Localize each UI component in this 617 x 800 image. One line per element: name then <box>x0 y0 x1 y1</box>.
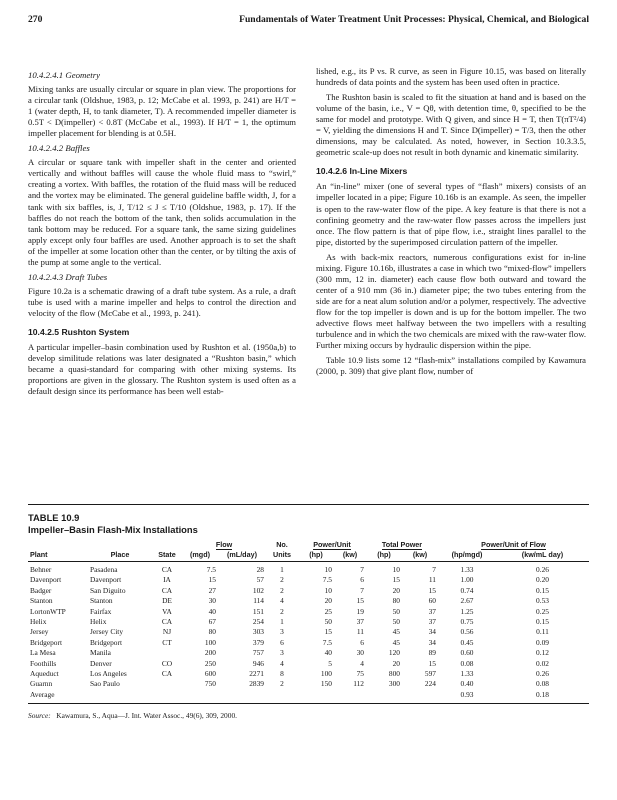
table-cell: Stanton <box>90 596 113 606</box>
paragraph-baffles: A circular or square tank with impeller shaft in the center and oriented vertically and without baffles will cause the whole fluid mass to “swirl,” creating a vortex. With baffles, the rotation of the fluid mass will be reduced and the vortex may be eliminated. The general guideline baffle width, J, for a tank with six baffles, is, J, T/12 ≤ J ≤ T/10 (Oldshue, 1983, p. 17). If the baffles do not reach the bottom of the tank, then solids accumulation in the tank bottom may be reduced. For a square tank, the same sizing guidelines apply except only four baffles are used. Another approach is to set the shaft of the impeller at some location other than the center, or by tilting the axis of the pump at some angle to the vertical. <box>28 157 296 267</box>
table-cell: 2839 <box>249 679 264 689</box>
table-cell: 300 <box>388 679 400 689</box>
table-cell: 0.20 <box>536 575 549 585</box>
table-cell: 37 <box>356 617 364 627</box>
table-cell: Badger <box>30 585 52 595</box>
table-cell: 0.11 <box>536 627 549 637</box>
table-cell <box>182 690 218 700</box>
table-cell: Fairfax <box>90 606 112 616</box>
table-cell: Los Angeles <box>90 669 127 679</box>
running-header <box>28 14 589 28</box>
table-cell: 0.25 <box>536 606 549 616</box>
table-cell: 20 <box>392 585 400 595</box>
table-cell: Aqueduct <box>30 669 59 679</box>
table-cell: San Diguito <box>90 585 126 595</box>
col-ml-day: (mL/day) <box>218 550 266 562</box>
table-cell: 7.5 <box>206 565 216 574</box>
table-cell: 2 <box>280 585 284 595</box>
table-cell: 0.74 <box>460 585 474 595</box>
table-cell: 15 <box>356 596 364 606</box>
table-cell: 40 <box>324 648 332 658</box>
table-cell: 750 <box>204 679 216 689</box>
table-cell: 80 <box>392 596 400 606</box>
table-cell: 50 <box>392 617 400 627</box>
col-hp: (hp) <box>298 550 334 562</box>
table-cell: 200 <box>204 648 216 658</box>
table-cell: 3 <box>280 627 284 637</box>
table-cell: Helix <box>30 617 47 627</box>
col-hp-mgd: (hp/mgd) <box>438 550 496 562</box>
table-cell: 2.67 <box>460 596 474 606</box>
paragraph-draft-tubes: Figure 10.2a is a schematic drawing of a draft tube system. As a rule, a draft tube is used with a marine impeller and helps to control the direction and velocity of the flow (McCabe et al., 1993, p. 241). <box>28 285 296 318</box>
col-mgd: (mgd) <box>182 550 218 562</box>
column-header-row <box>28 550 589 562</box>
table-cell: Davenport <box>90 575 122 585</box>
table-cell: Foothills <box>30 658 57 668</box>
table-cell: Guarnn <box>30 679 53 689</box>
table-cell: 50 <box>324 617 332 627</box>
table-cell: 34 <box>428 627 436 637</box>
table-cell: CT <box>162 637 172 647</box>
table-cell: Denver <box>90 658 112 668</box>
table-cell: Helix <box>90 617 107 627</box>
table-cell: 7.5 <box>322 575 332 585</box>
table-cell: 0.08 <box>460 658 474 668</box>
group-header-power-flow: Power/Unit of Flow <box>481 540 546 549</box>
table-cell: 0.09 <box>536 637 549 647</box>
table-body <box>28 562 589 701</box>
table-cell: 2 <box>280 606 284 616</box>
table-cell: Jersey <box>30 627 49 637</box>
table-cell: 37 <box>428 617 436 627</box>
left-column <box>28 66 296 401</box>
table-cell: 0.08 <box>536 679 549 689</box>
table-cell <box>218 690 266 700</box>
table-cell: 34 <box>428 637 436 647</box>
table-row <box>28 596 589 606</box>
paragraph-rushton: A particular impeller–basin combination used by Rushton et al. (1950a,b) to develop similitude relations was later designated a “Rushton basin,” which became a quasi-standard for comparing with other mixing systems. Its proportions are given in the glossary. The Rushton system is used often as a default design since its performance has been well estab- <box>28 342 296 397</box>
table-cell: 0.02 <box>536 658 549 668</box>
table-cell: VA <box>162 606 172 616</box>
table-cell: La Mesa <box>30 648 56 658</box>
table-cell: 75 <box>356 669 364 679</box>
col-total-hp: (hp) <box>366 550 402 562</box>
table-cell: 15 <box>208 575 216 585</box>
table-cell: CA <box>161 617 173 627</box>
table-cell: 67 <box>208 617 216 627</box>
table-cell: 89 <box>428 648 436 658</box>
table-cell: Bridgeport <box>30 637 63 647</box>
table-cell <box>152 648 182 658</box>
col-kw-ml-day: (kw/mL day) <box>496 550 589 562</box>
table-cell <box>298 690 334 700</box>
table-source <box>28 711 589 720</box>
table-cell: 19 <box>356 606 364 616</box>
table-cell: 37 <box>428 606 436 616</box>
table-cell: 2 <box>280 679 284 689</box>
table-cell: 10 <box>324 585 332 595</box>
table-cell: 10 <box>324 565 332 574</box>
table-cell <box>152 690 182 700</box>
col-state: State <box>152 550 182 562</box>
table-row <box>28 586 589 596</box>
col-units: Units <box>266 550 298 562</box>
running-title: Fundamentals of Water Treatment Unit Processes: Physical, Chemical, and Biological <box>239 14 589 25</box>
table-cell: 20 <box>324 596 332 606</box>
group-header-flow: Flow <box>215 540 233 549</box>
col-total-kw: (kw) <box>402 550 438 562</box>
table-cell: 1.33 <box>460 669 474 679</box>
table-cell: 15 <box>392 575 400 585</box>
col-plant: Plant <box>28 550 88 562</box>
table-row <box>28 679 589 689</box>
table-row <box>28 690 589 700</box>
table-cell: 15 <box>324 627 332 637</box>
table-cell: 7 <box>360 585 364 595</box>
table-row <box>28 638 589 648</box>
table-cell: 50 <box>392 606 400 616</box>
table-cell: 100 <box>204 637 216 647</box>
paragraph-inline-1: An “in-line” mixer (one of several types of “flash” mixers) consists of an impeller located in a pipe; Figure 10.16b is an example. As seen, the impeller is open to the raw-water flow of the pipe. A key feature is that there is not a confining geometry and the raw-water flow passes across the impellers just once. The flow pattern is that of pipe flow, i.e., straight lines parallel to the pipe, distorted by the superimposed circulation pattern of the impeller. <box>316 181 586 247</box>
table-cell: 6 <box>360 637 364 647</box>
table-cell: 224 <box>424 679 436 689</box>
table-cell: DE <box>162 596 172 606</box>
table-cell: Sao Paulo <box>90 679 120 689</box>
section-heading-geometry: 10.4.2.4.1 Geometry <box>28 70 101 80</box>
table-title: Impeller–Basin Flash-Mix Installations <box>28 524 198 535</box>
table-cell: 30 <box>356 648 364 658</box>
table-cell: 5 <box>328 658 332 668</box>
table-cell: Pasadena <box>90 565 118 574</box>
paragraph-rushton-scale: The Rushton basin is scaled to fit the situation at hand and is based on the volume of the basin, i.e., V = Qθ, with detention time, θ, specified to be the same for model and prototype. With Q given, and since H = T, then T(πT²/4) = V, yielding the dimensions H and T. Since D(impeller) = T/3, then the other dimensions, may be calculated. As noted, however, in Section 10.3.3.5, geometric scale-up does not result in both dynamic and kinematic similarity. <box>316 92 586 158</box>
table-cell: CA <box>161 669 173 679</box>
col-place: Place <box>88 550 152 562</box>
table-row <box>28 575 589 585</box>
table-top-rule <box>28 504 589 505</box>
table-cell: 28 <box>256 565 264 574</box>
table-cell: 0.18 <box>536 689 549 699</box>
table-cell: IA <box>163 575 171 585</box>
table-cell: Jersey City <box>90 627 124 637</box>
table-cell: 45 <box>392 627 400 637</box>
table-bottom-rule <box>28 703 589 704</box>
table-cell: 8 <box>280 669 284 679</box>
table-row <box>28 648 589 658</box>
table-cell: 102 <box>252 585 264 595</box>
table-cell: 600 <box>204 669 216 679</box>
table-cell: 100 <box>320 669 332 679</box>
table-cell: 150 <box>320 679 332 689</box>
table-row <box>28 627 589 637</box>
table-cell: 40 <box>208 606 216 616</box>
table-number: TABLE 10.9 <box>28 512 80 523</box>
table-cell: 2271 <box>249 669 264 679</box>
table-cell: CO <box>161 658 173 668</box>
table-cell: 10 <box>392 565 400 574</box>
table-cell: 4 <box>360 658 364 668</box>
table-cell: 1.25 <box>460 606 474 616</box>
table-cell: 1.33 <box>460 565 474 574</box>
table-cell: 1 <box>280 565 284 574</box>
table-cell: 1.00 <box>460 575 474 585</box>
table-cell <box>334 690 366 700</box>
table-cell: Manila <box>90 648 111 658</box>
table-cell: 20 <box>392 658 400 668</box>
table-cell: 7 <box>432 565 436 574</box>
table-cell: 57 <box>256 575 264 585</box>
right-column <box>316 66 586 381</box>
table-row <box>28 607 589 617</box>
table-10-9 <box>28 512 589 720</box>
table-cell <box>402 690 438 700</box>
table-cell: 0.12 <box>536 648 549 658</box>
table-cell: 4 <box>280 596 284 606</box>
table-cell: 6 <box>280 637 284 647</box>
table-cell: Average <box>30 689 55 699</box>
table-cell: 0.40 <box>460 679 474 689</box>
table-cell: 597 <box>424 669 436 679</box>
table-cell: 120 <box>388 648 400 658</box>
table-cell: 946 <box>252 658 264 668</box>
table-cell: 60 <box>428 596 436 606</box>
table-cell: 11 <box>356 627 364 637</box>
table-cell: CA <box>161 565 173 574</box>
table-cell <box>88 690 152 700</box>
table-row <box>28 669 589 679</box>
source-label: Source: <box>28 711 51 721</box>
table-cell: 250 <box>204 658 216 668</box>
table-cell: 7.5 <box>322 637 332 647</box>
table-cell: 114 <box>253 596 264 606</box>
table-cell: NJ <box>162 627 172 637</box>
table-cell: CA <box>161 585 173 595</box>
group-header-power-unit: Power/Unit <box>313 540 351 549</box>
table-cell: 3 <box>280 648 284 658</box>
table-cell: 30 <box>208 596 216 606</box>
table-row <box>28 659 589 669</box>
table-cell: 757 <box>252 648 264 658</box>
table-cell: 379 <box>252 637 264 647</box>
table-cell: 11 <box>428 575 436 585</box>
source-text: Kawamura, S., Aqua—J. Int. Water Assoc., 49(6), 309, 2000. <box>56 711 237 721</box>
table-cell: 303 <box>252 627 264 637</box>
section-heading-rushton: 10.4.2.5 Rushton System <box>28 326 130 337</box>
group-header-no: No. <box>276 540 288 549</box>
table-cell <box>366 690 402 700</box>
table-cell: 0.75 <box>460 617 474 627</box>
table-cell: 0.45 <box>460 637 474 647</box>
paragraph-rushton-cont: lished, e.g., its P vs. R curve, as seen in Figure 10.15, was based on literally hundreds of data points and the system has been used often in practice. <box>316 66 586 88</box>
page-number: 270 <box>28 14 43 25</box>
table-cell: Davenport <box>30 575 62 585</box>
table-cell: 0.53 <box>536 596 549 606</box>
table-cell: 6 <box>360 575 364 585</box>
table-cell: 0.26 <box>536 565 549 574</box>
col-kw: (kw) <box>334 550 366 562</box>
table-cell: 0.60 <box>460 648 474 658</box>
table-cell: 254 <box>252 617 264 627</box>
flash-mix-table <box>28 540 589 700</box>
group-header-total-power: Total Power <box>381 540 423 549</box>
table-cell: Stanton <box>30 596 53 606</box>
table-cell: 80 <box>208 627 216 637</box>
table-cell: Behner <box>30 565 52 574</box>
table-cell: 0.26 <box>536 669 549 679</box>
table-cell: 27 <box>208 585 216 595</box>
table-cell: 45 <box>392 637 400 647</box>
paragraph-geometry: Mixing tanks are usually circular or square in plan view. The proportions for a circular tank (Oldshue, 1983, p. 12; McCabe et al. 1993, p. 241) are H/T = 1 (water depth, H, to tank diameter, T). A recommended impeller diameter is 0.5T < D(impeller) < 0.8T (McCabe et al., 1993). If H/T = 1, the optimum impeller placement for blending is at 0.5H. <box>28 84 296 139</box>
table-cell <box>266 690 298 700</box>
table-cell <box>152 679 182 689</box>
paragraph-inline-3: Table 10.9 lists some 12 “flash-mix” installations compiled by Kawamura (2000, p. 309) that give plant flow, number of <box>316 355 586 377</box>
table-cell: 4 <box>280 658 284 668</box>
table-cell: 0.56 <box>460 627 474 637</box>
table-cell: 15 <box>428 658 436 668</box>
table-cell: 800 <box>388 669 400 679</box>
table-cell: LortonWTP <box>30 606 66 616</box>
table-cell: 2 <box>280 575 284 585</box>
table-cell: 112 <box>353 679 364 689</box>
section-heading-baffles: 10.4.2.4.2 Baffles <box>28 143 90 154</box>
table-cell: 0.93 <box>460 689 474 699</box>
table-row <box>28 562 589 576</box>
table-cell: 151 <box>252 606 264 616</box>
table-cell: 1 <box>280 617 284 627</box>
section-heading-inline-mixers: 10.4.2.6 In-Line Mixers <box>316 166 408 177</box>
table-cell: Bridgeport <box>90 637 123 647</box>
table-cell: 7 <box>360 565 364 574</box>
table-cell: 0.15 <box>536 585 549 595</box>
table-cell: 0.15 <box>536 617 549 627</box>
section-heading-draft-tubes: 10.4.2.4.3 Draft Tubes <box>28 271 108 282</box>
table-cell: 25 <box>324 606 332 616</box>
table-row <box>28 617 589 627</box>
table-cell: 15 <box>428 585 436 595</box>
paragraph-inline-2: As with back-mix reactors, numerous configurations exist for in-line mixing. Figure 10.16b, illustrates a case in which two “mixed-flow” impellers (300 mm, 12 in. diameter) each cause flow both outward and toward the center of a 910 mm (36 in.) diameter pipe; the two tubes entering from the side are for a neat alum solution and/or a polymer, respectively. The advective flow for the top impeller is down and is up for the bottom impeller. The two advective flows meet halfway between the two impellers with a resulting turbulence and in which the two chemicals are mixed with the raw-water flow. Further mixing occurs by hydraulic dispersion within the pipe. <box>316 251 586 351</box>
